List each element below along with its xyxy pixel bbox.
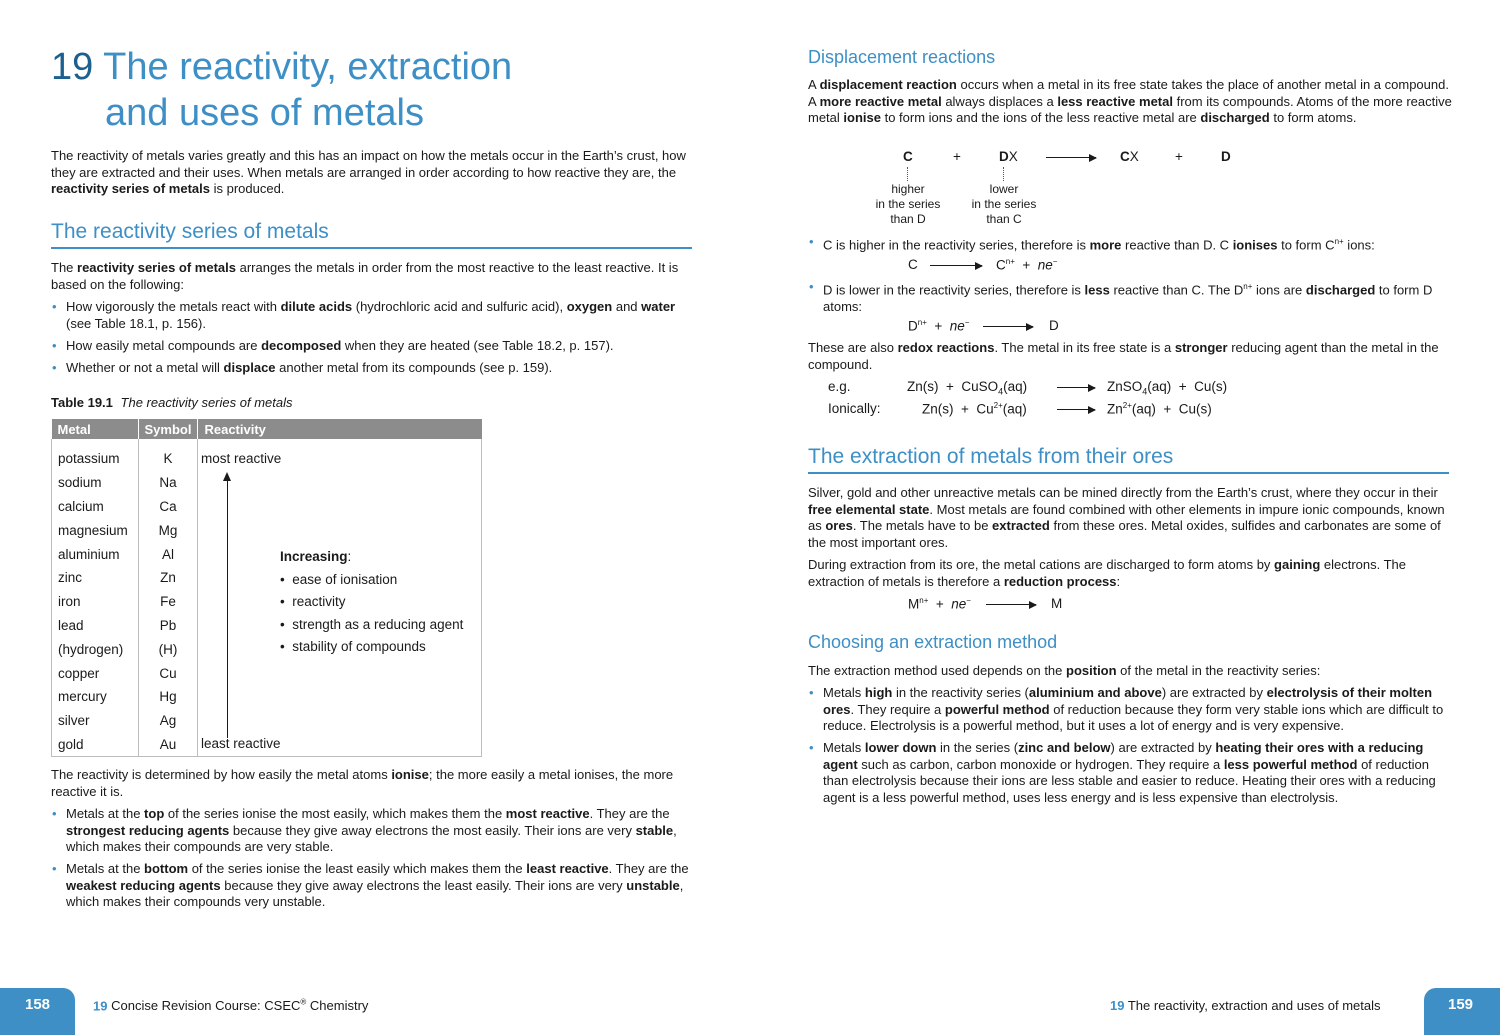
- table-header-row: [52, 419, 482, 439]
- extraction-paragraph-1: Silver, gold and other unreactive metals can be mined directly from the Earth’s crust, where they occur in their free elemental state. Most metals are found combined with other elements in impure ionic compounds, known as ores. The metals have to be extracted from these ores. Metal oxides, sulfides and carbonates are some of the most important ores.: [808, 485, 1445, 550]
- table-row: [52, 518, 482, 542]
- reactivity-cell: [198, 495, 482, 519]
- metal-cell: copper: [52, 661, 139, 685]
- symbol-cell: Au: [138, 733, 198, 757]
- least-reactive-label: least reactive: [201, 736, 281, 751]
- table-row: [52, 495, 482, 519]
- list-item: • C is higher in the reactivity series, therefore is more reactive than D. C ionises to form $C^{n+}$ ions:: [808, 234, 1453, 254]
- symbol-cell: K: [138, 439, 198, 471]
- metal-cell: lead: [52, 614, 139, 638]
- eq-d-rhs: D: [1049, 318, 1059, 333]
- chapter-title-line2: and uses of metals: [105, 92, 424, 134]
- eg-rhs: ZnSO$_4$(aq) + Cu(s): [1107, 379, 1228, 397]
- page-number-right: 159: [1424, 988, 1500, 1035]
- eq-m-rhs: M: [1051, 596, 1063, 611]
- reactivity-series-paragraph: The reactivity series of metals arranges the metals in order from the most reactive to the least reactive. It is based on the following:: [51, 260, 679, 292]
- dotted-connector: [907, 167, 908, 181]
- eq-arrow: [1046, 157, 1096, 158]
- metal-cell: silver: [52, 709, 139, 733]
- reactivity-basis-list: [51, 299, 691, 382]
- eq-arrow: [983, 326, 1033, 327]
- extraction-method-list: [808, 685, 1453, 812]
- table-caption-label: Table 19.1: [51, 395, 113, 410]
- metal-cell: potassium: [52, 439, 139, 471]
- reactivity-cell: [198, 518, 482, 542]
- column-header-reactivity: Reactivity: [198, 419, 482, 439]
- footer-chapter-number: 19: [1110, 998, 1125, 1013]
- eq-m-lhs: $M^{n+} + ne^-$: [908, 596, 971, 612]
- redox-paragraph: These are also redox reactions. The metal in its free state is a stronger reducing agent than the metal in the compound.: [808, 340, 1439, 372]
- metal-cell: iron: [52, 590, 139, 614]
- eq-plus: +: [1175, 149, 1183, 164]
- list-item: • Metals high in the reactivity series (aluminium and above) are extracted by electrolysis of their molten ores. They require a powerful method of reduction because they form very stable ions which are difficult to reduce. Electrolysis is a powerful method, but it uses a lot of energy and is very expensive.: [808, 685, 1453, 735]
- arrow-up-icon: [223, 472, 231, 481]
- section-heading-choosing: Choosing an extraction method: [808, 632, 1058, 652]
- ionise-paragraph: The reactivity is determined by how easily the metal atoms ionise; the more easily a metal ionises, the more reactive it is.: [51, 767, 674, 799]
- table-row: [52, 709, 482, 733]
- chapter-number: 19: [51, 46, 94, 88]
- increasing-item: • strength as a reducing agent: [280, 616, 464, 632]
- chapter-title: [51, 44, 691, 136]
- symbol-cell: Zn: [138, 566, 198, 590]
- metal-cell: magnesium: [52, 518, 139, 542]
- dotted-connector: [1003, 167, 1004, 181]
- top-bottom-list: [51, 806, 696, 916]
- bullet-d: [808, 279, 1453, 321]
- symbol-cell: Mg: [138, 518, 198, 542]
- metal-cell: sodium: [52, 471, 139, 495]
- column-header-symbol: Symbol: [138, 419, 198, 439]
- list-item: • Metals lower down in the series (zinc and below) are extracted by heating their ores with a reducing agent such as carbon, carbon monoxide or hydrogen. They require a less powerful method of reduction than electrolysis because their ions are less stable and easier to reduce. Heating their ores with a reducing agent is a less powerful method, uses less energy and is less expensive than electrolysis.: [808, 740, 1453, 806]
- displacement-paragraph: A displacement reaction occurs when a metal in its free state takes the place of another metal in a compound. A more reactive metal always displaces a less reactive metal from its compounds. Atoms of the more reactive metal ionise to form ions and the ions of the less reactive metal are discharged to form atoms.: [808, 77, 1452, 125]
- eq-plus: +: [953, 149, 961, 164]
- symbol-cell: Fe: [138, 590, 198, 614]
- eg-label: e.g.: [828, 379, 851, 394]
- ionic-lhs: $Zn(s) + Cu^{2+}(aq)$: [922, 401, 1027, 417]
- increasing-box: Increasing: • ease of ionisation • reactivity • strength as a reducing agent • stability of compounds: [280, 546, 463, 659]
- symbol-cell: Ag: [138, 709, 198, 733]
- table-row: [52, 685, 482, 709]
- eq-arrow: [930, 265, 982, 266]
- list-item: • How vigorously the metals react with dilute acids (hydrochloric acid and sulfuric acid), oxygen and water (see Table 18.1, p. 156).: [51, 299, 691, 332]
- column-header-metal: Metal: [52, 419, 139, 439]
- metal-cell: calcium: [52, 495, 139, 519]
- list-item: • How easily metal compounds are decomposed when they are heated (see Table 18.2, p. 157).: [51, 338, 691, 355]
- table-row: [52, 661, 482, 685]
- footer-chapter-title: The reactivity, extraction and uses of metals: [1127, 998, 1381, 1013]
- eq-arrow: [1057, 409, 1095, 410]
- reactivity-cell: [198, 709, 482, 733]
- section-heading-extraction: The extraction of metals from their ores: [808, 445, 1174, 468]
- symbol-cell: (H): [138, 637, 198, 661]
- footer-book-title: Concise Revision Course: CSEC® Chemistry: [111, 998, 369, 1014]
- section-heading-reactivity-series: The reactivity series of metals: [51, 220, 329, 243]
- extraction-paragraph-2: During extraction from its ore, the metal cations are discharged to form atoms by gaining electrons. The extraction of metals is therefore a reduction process:: [808, 557, 1407, 589]
- label-higher: higher in the series than D: [875, 182, 941, 226]
- reactivity-cell: [198, 471, 482, 495]
- increasing-item: • reactivity: [280, 594, 346, 609]
- symbol-cell: Ca: [138, 495, 198, 519]
- table-caption: [51, 395, 292, 410]
- metal-cell: mercury: [52, 685, 139, 709]
- metal-cell: zinc: [52, 566, 139, 590]
- heading-rule: [808, 472, 1449, 474]
- label-lower: lower in the series than C: [971, 182, 1037, 226]
- metal-cell: aluminium: [52, 542, 139, 566]
- symbol-cell: Na: [138, 471, 198, 495]
- footer-left-text: [93, 998, 368, 1013]
- intro-paragraph: The reactivity of metals varies greatly and this has an impact on how the metals occur in the Earth’s crust, how they are extracted and their uses. When metals are arranged in order according to how reactive they are, the reactivity series of metals is produced.: [51, 148, 686, 196]
- metal-cell: (hydrogen): [52, 637, 139, 661]
- symbol-cell: Pb: [138, 614, 198, 638]
- list-item: • Metals at the bottom of the series ionise the least easily which makes them the least reactive. They are the weakest reducing agents because they give away electrons the least easily. Their ions are very unstable, which makes their compounds very unstable.: [51, 861, 696, 911]
- eq-c-rhs: $C^{n+} + ne^-$: [996, 257, 1058, 273]
- choosing-paragraph: The extraction method used depends on the position of the metal in the reactivity series:: [808, 663, 1321, 678]
- reactivity-arrow: [227, 474, 228, 738]
- list-item: • Metals at the top of the series ionise the most easily, which makes them the most reactive. They are the strongest reducing agents because they give away electrons the most easily. Their ions are very stable, which makes their compounds are very stable.: [51, 806, 696, 856]
- reactivity-cell: [198, 685, 482, 709]
- chapter-title-line1: The reactivity, extraction: [103, 46, 513, 88]
- symbol-cell: Cu: [138, 661, 198, 685]
- eq-c-lhs: C: [908, 257, 918, 272]
- list-item: • Whether or not a metal will displace another metal from its compounds (see p. 159).: [51, 360, 691, 377]
- eq-arrow: [986, 604, 1036, 605]
- eg-lhs: Zn(s) + CuSO$_4$(aq): [907, 379, 1028, 397]
- eq-cx: CX: [1120, 149, 1139, 164]
- symbol-cell: Al: [138, 542, 198, 566]
- eq-d-lhs: $D^{n+} + ne^-$: [908, 318, 970, 334]
- table-caption-title: The reactivity series of metals: [120, 395, 293, 410]
- eq-arrow: [1057, 387, 1095, 388]
- increasing-label: Increasing: [280, 549, 348, 564]
- page-number-left: 158: [0, 988, 75, 1035]
- most-reactive-label: most reactive: [201, 451, 282, 466]
- reactivity-cell: [198, 661, 482, 685]
- ionic-rhs: $Zn^{2+}(aq) + Cu(s)$: [1107, 401, 1212, 417]
- section-heading-displacement: Displacement reactions: [808, 47, 996, 67]
- symbol-cell: Hg: [138, 685, 198, 709]
- eq-c: C: [903, 149, 913, 164]
- increasing-item: • ease of ionisation: [280, 571, 398, 587]
- eq-dx: DX: [999, 149, 1018, 164]
- table-row: [52, 471, 482, 495]
- metal-cell: gold: [52, 733, 139, 757]
- footer-chapter-number: 19: [93, 998, 108, 1014]
- increasing-item: • stability of compounds: [280, 639, 426, 654]
- list-item: • D is lower in the reactivity series, therefore is less reactive than C. The $D^{n+}$ ions are discharged to form D atoms:: [808, 279, 1453, 315]
- ionic-label: Ionically:: [828, 401, 881, 416]
- footer-right-text: [1110, 998, 1381, 1013]
- bullet-c: [808, 234, 1453, 259]
- eq-d: D: [1221, 149, 1231, 164]
- heading-rule: [51, 247, 692, 249]
